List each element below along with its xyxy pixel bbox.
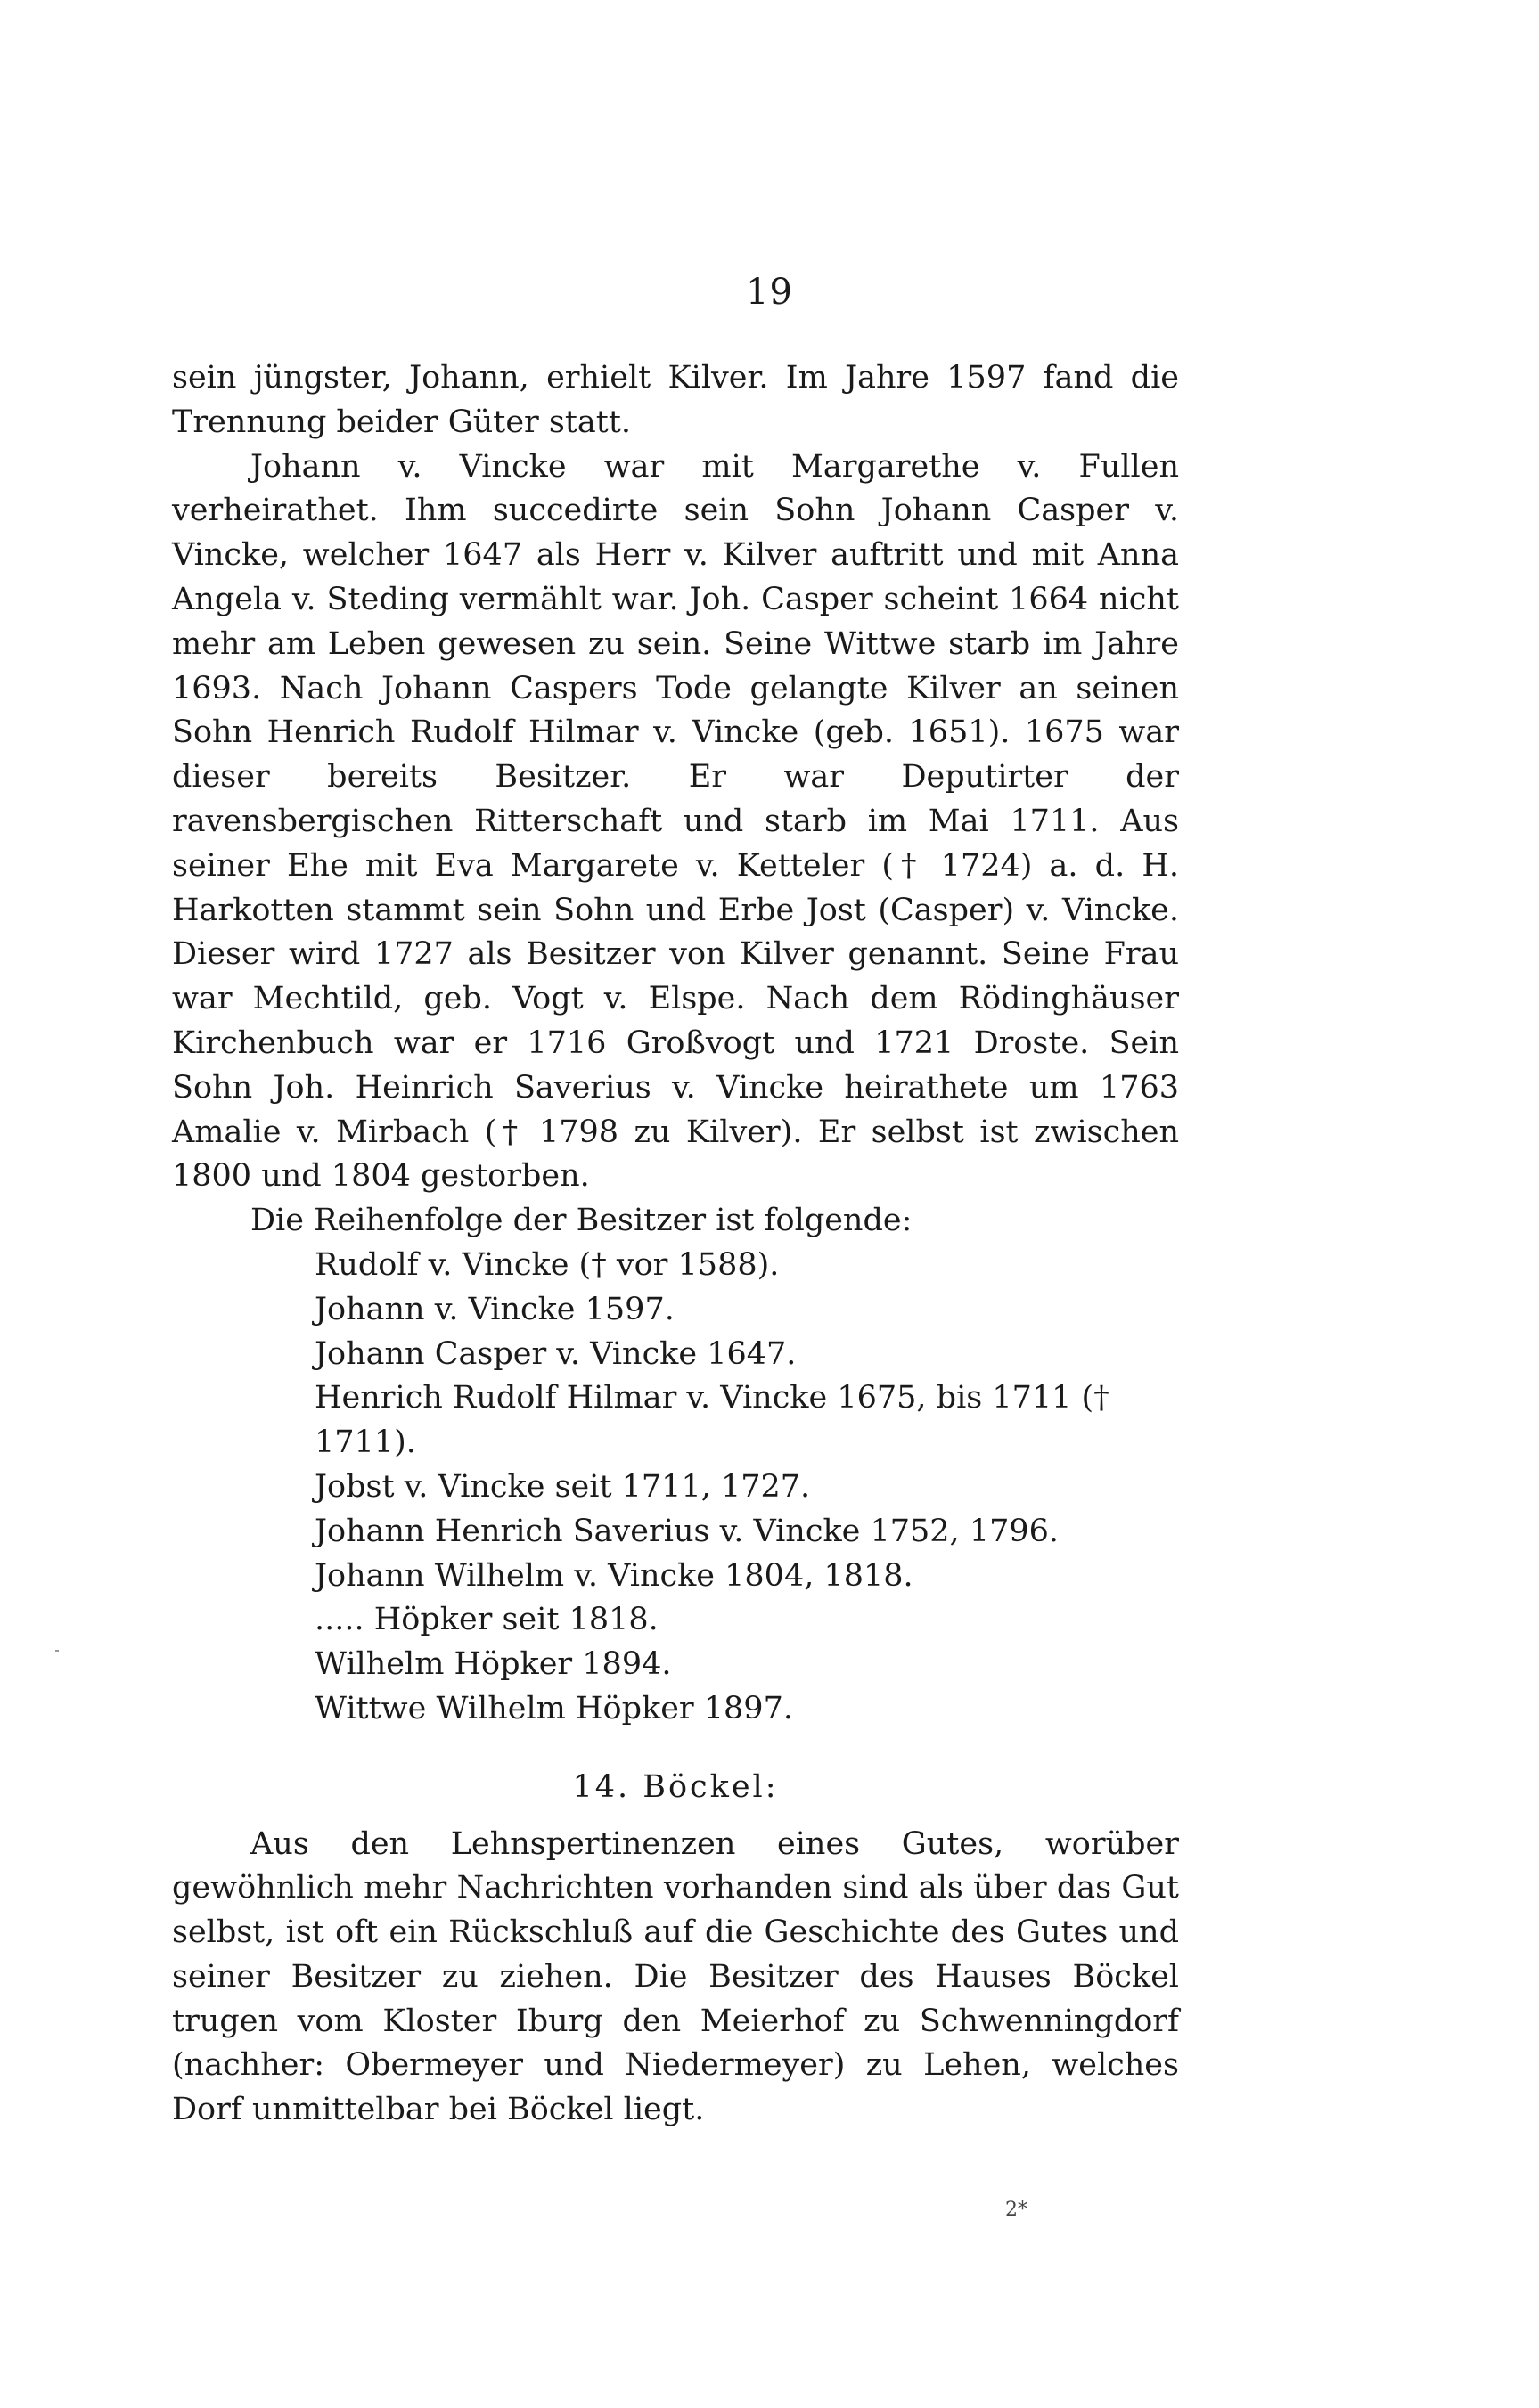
list-item: Henrich Rudolf Hilmar v. Vincke 1675, bis 1711 († 1711).	[315, 1380, 1109, 1461]
list-item: Rudolf v. Vincke († vor 1588).	[315, 1246, 780, 1283]
paragraph-continuation: sein jüngster, Johann, erhielt Kilver. Im Jahre 1597 fand die Trennung beider Güter statt.	[172, 360, 1179, 440]
list-item: Johann Henrich Saverius v. Vincke 1752, 1796.	[315, 1513, 1060, 1549]
page-body	[172, 356, 1179, 2133]
paragraph-vincke-lineage: Johann v. Vincke war mit Margarethe v. Fullen verheirathet. Ihm succedirte sein Sohn Johann Casper v. Vincke, welcher 1647 als Herr v. Kilver auftritt und mit Anna Angela v. Steding vermählt war. Joh. Casper scheint 1664 nicht mehr am Leben gewesen zu sein. Seine Wittwe starb im Jahre 1693. Nach Johann Caspers Tode gelangte Kilver an seinen Sohn Henrich Rudolf Hilmar v. Vincke (geb. 1651). 1675 war dieser bereits Besitzer. Er war Deputirter der ravensbergischen Ritterschaft und starb im Mai 1711. Aus seiner Ehe mit Eva Margarete v. Ketteler († 1724) a. d. H. Harkotten stammt sein Sohn und Erbe Jost (Casper) v. Vincke. Dieser wird 1727 als Besitzer von Kilver genannt. Seine Frau war Mechtild, geb. Vogt v. Elspe. Nach dem Rödinghäuser Kirchenbuch war er 1716 Großvogt und 1721 Droste. Sein Sohn Joh. Heinrich Saverius v. Vincke heirathete um 1763 Amalie v. Mirbach († 1798 zu Kilver). Er selbst ist zwischen 1800 und 1804 gestorben.	[172, 448, 1179, 1195]
list-item: Johann Wilhelm v. Vincke 1804, 1818.	[315, 1557, 913, 1594]
list-item: Johann v. Vincke 1597.	[315, 1291, 675, 1327]
list-item: Wittwe Wilhelm Höpker 1897.	[315, 1690, 793, 1726]
owners-list	[172, 1244, 1179, 1732]
owners-list-intro: Die Reihenfolge der Besitzer ist folgende:	[250, 1203, 913, 1239]
section-heading: 14. Böckel:	[572, 1768, 779, 1805]
list-item: Wilhelm Höpker 1894.	[315, 1646, 672, 1683]
list-item: Jobst v. Vincke seit 1711, 1727.	[315, 1468, 811, 1505]
signature-mark: 2*	[1005, 2199, 1027, 2221]
scan-speck	[55, 1650, 59, 1652]
section-paragraph: Aus den Lehnspertinenzen eines Gutes, worüber gewöhnlich mehr Nachrichten vorhanden sind als über das Gut selbst, ist oft ein Rückschluß auf die Geschichte des Gutes und seiner Besitzer zu ziehen. Die Besitzer des Hauses Böckel trugen vom Kloster Iburg den Meierhof zu Schwenningdorf (nachher: Obermeyer und Niedermeyer) zu Lehen, welches Dorf unmittelbar bei Böckel liegt.	[172, 1825, 1179, 2128]
list-item: ..... Höpker seit 1818.	[315, 1602, 659, 1638]
list-item: Johann Casper v. Vincke 1647.	[315, 1335, 797, 1372]
page-number: 19	[746, 272, 793, 313]
